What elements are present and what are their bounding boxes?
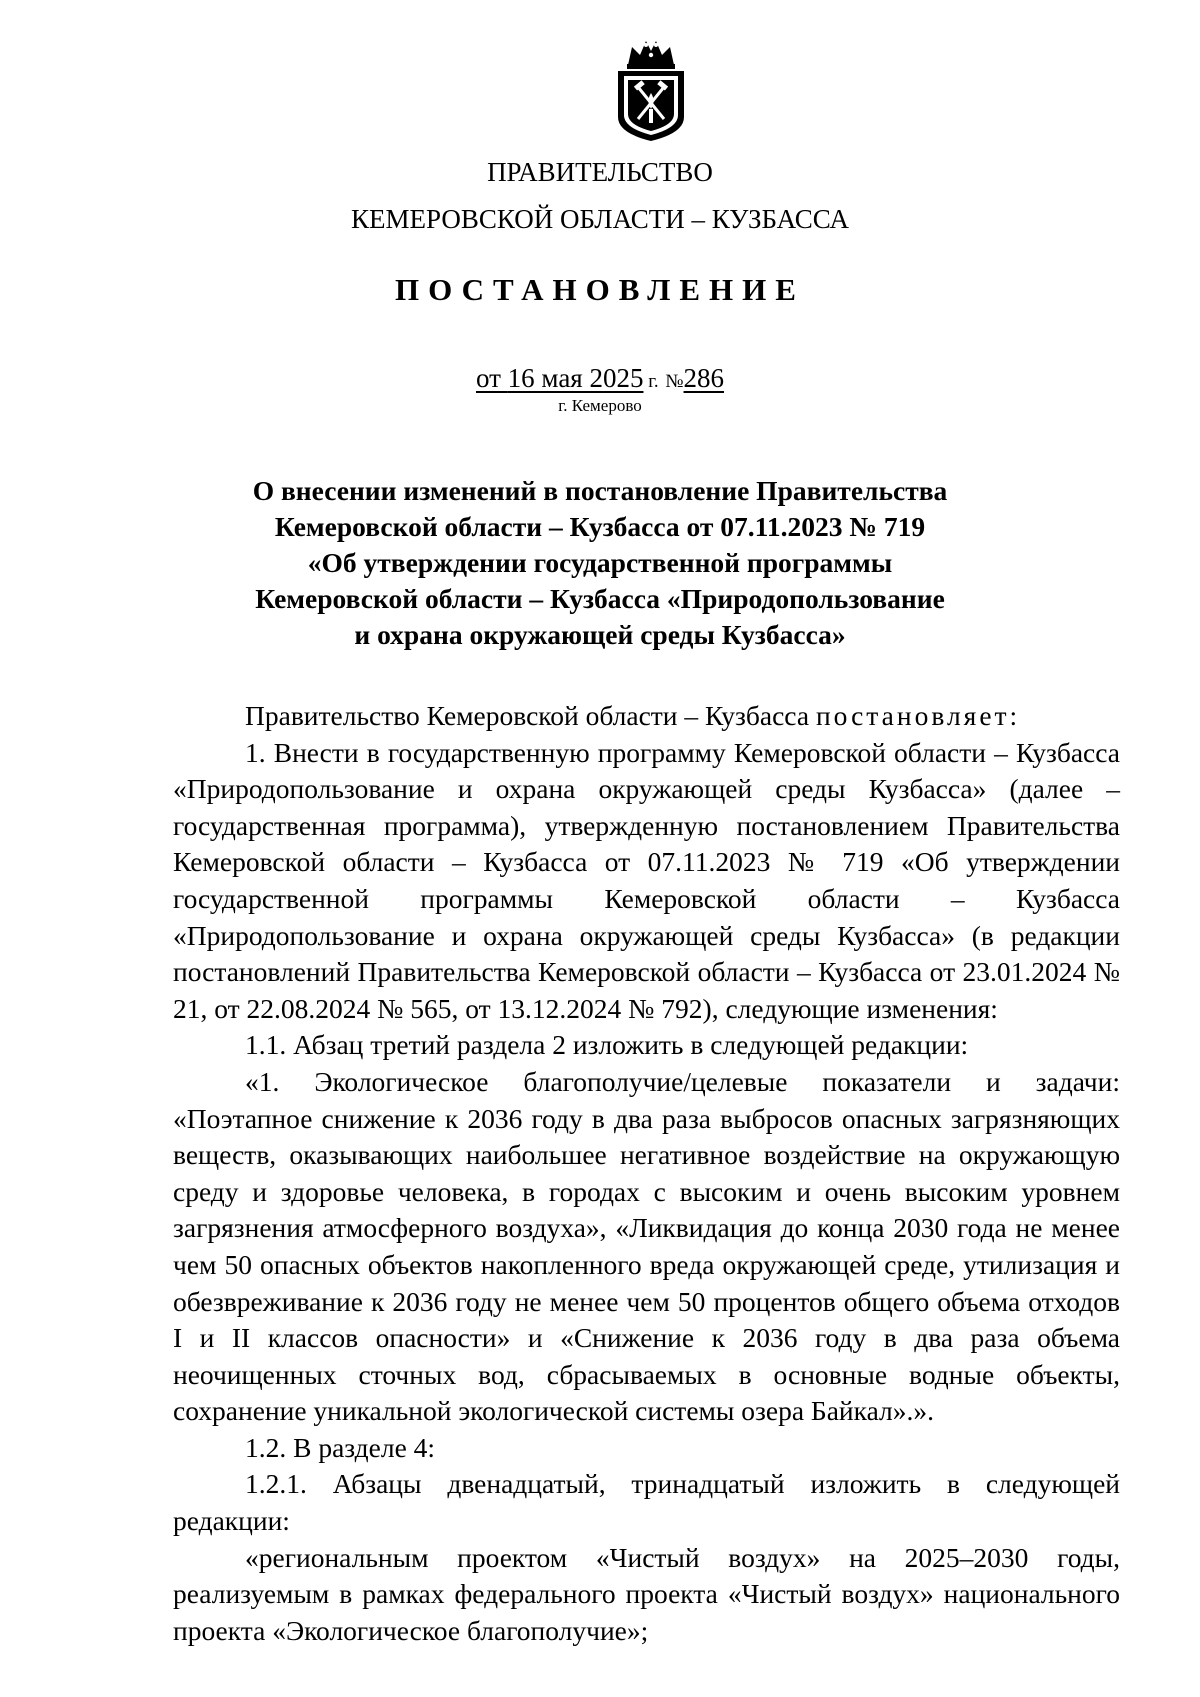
- title-line: «Об утверждении государственной программы: [307, 547, 893, 578]
- city-name: г. Кемерово: [558, 396, 642, 415]
- paragraph-quote-2: «региональным проектом «Чистый воздух» на 2025–2030 годы, реализуемым в рамках федерального проекта «Чистый воздух» национального проекта «Экологическое благополучие»;: [173, 1541, 1120, 1646]
- intro-suffix: :: [1009, 700, 1018, 731]
- document-body: [173, 698, 1120, 1649]
- government-name-line-1: ПРАВИТЕЛЬСТВО: [487, 157, 713, 187]
- number-sign: №: [665, 371, 684, 392]
- date-underlined: [476, 363, 644, 393]
- document-number: 286: [683, 363, 725, 393]
- paragraph-1-2-1: 1.2.1. Абзацы двенадцатый, тринадцатый изложить в следующей редакции:: [173, 1468, 1120, 1537]
- date-number-line: [0, 362, 1200, 398]
- document-type-heading: ПОСТАНОВЛЕНИЕ: [395, 272, 805, 307]
- intro-prefix: Правительство Кемеровской области – Кузбасса: [245, 700, 816, 731]
- title-line: О внесении изменений в постановление Правительства: [252, 475, 948, 506]
- kuzbass-coat-of-arms-icon: [610, 35, 692, 145]
- intro-paragraph: [173, 698, 1120, 735]
- title-line: Кемеровской области – Кузбасса «Природопользование: [255, 583, 945, 614]
- government-name-line-2: КЕМЕРОВСКОЙ ОБЛАСТИ – КУЗБАССА: [351, 204, 849, 234]
- document-date: 16 мая 2025: [507, 363, 644, 393]
- paragraph-1: 1. Внести в государственную программу Кемеровской области – Кузбасса «Природопользование и охрана окружающей среды Кузбасса» (далее – государственная программа), утвержденную постановлением Правительства Кемеровской области – Кузбасса от 07.11.2023 № 719 «Об утверждении государственной программы Кемеровской области – Кузбасса «Природопользование и охрана окружающей среды Кузбасса» (в редакции постановлений Правительства Кемеровской области – Кузбасса от 23.01.2024 № 21, от 22.08.2024 № 565, от 13.12.2024 № 792), следующие изменения:: [173, 736, 1120, 1024]
- paragraph-1-2: 1.2. В разделе 4:: [245, 1431, 436, 1463]
- title-line: и охрана окружающей среды Кузбасса»: [354, 619, 846, 650]
- paragraph-quote: «1. Экологическое благополучие/целевые показатели и задачи: «Поэтапное снижение к 2036 году в два раза выбросов опасных загрязняющих веществ, оказывающих наибольшее негативное воздействие на окружающую среду и здоровье человека, в городах с высоким и очень высоким уровнем загрязнения атмосферного воздуха», «Ликвидация до конца 2030 года не менее чем 50 опасных объектов накопленного вреда окружающей среде, утилизация и обезвреживание к 2036 году не менее чем 50 процентов общего объема отходов I и II классов опасности» и «Снижение к 2036 году в два раза объема неочищенных сточных вод, сбрасываемых в основные водные объекты, сохранение уникальной экологической системы озера Байкал».».: [173, 1065, 1120, 1427]
- document-title: [180, 473, 1020, 653]
- intro-verb: постановляет: [815, 700, 1010, 731]
- title-line: Кемеровской области – Кузбасса от 07.11.2023 № 719: [274, 511, 926, 542]
- year-suffix: г.: [643, 371, 659, 392]
- paragraph-1-1: 1.1. Абзац третий раздела 2 изложить в следующей редакции:: [245, 1029, 969, 1061]
- date-prefix: от: [475, 363, 508, 393]
